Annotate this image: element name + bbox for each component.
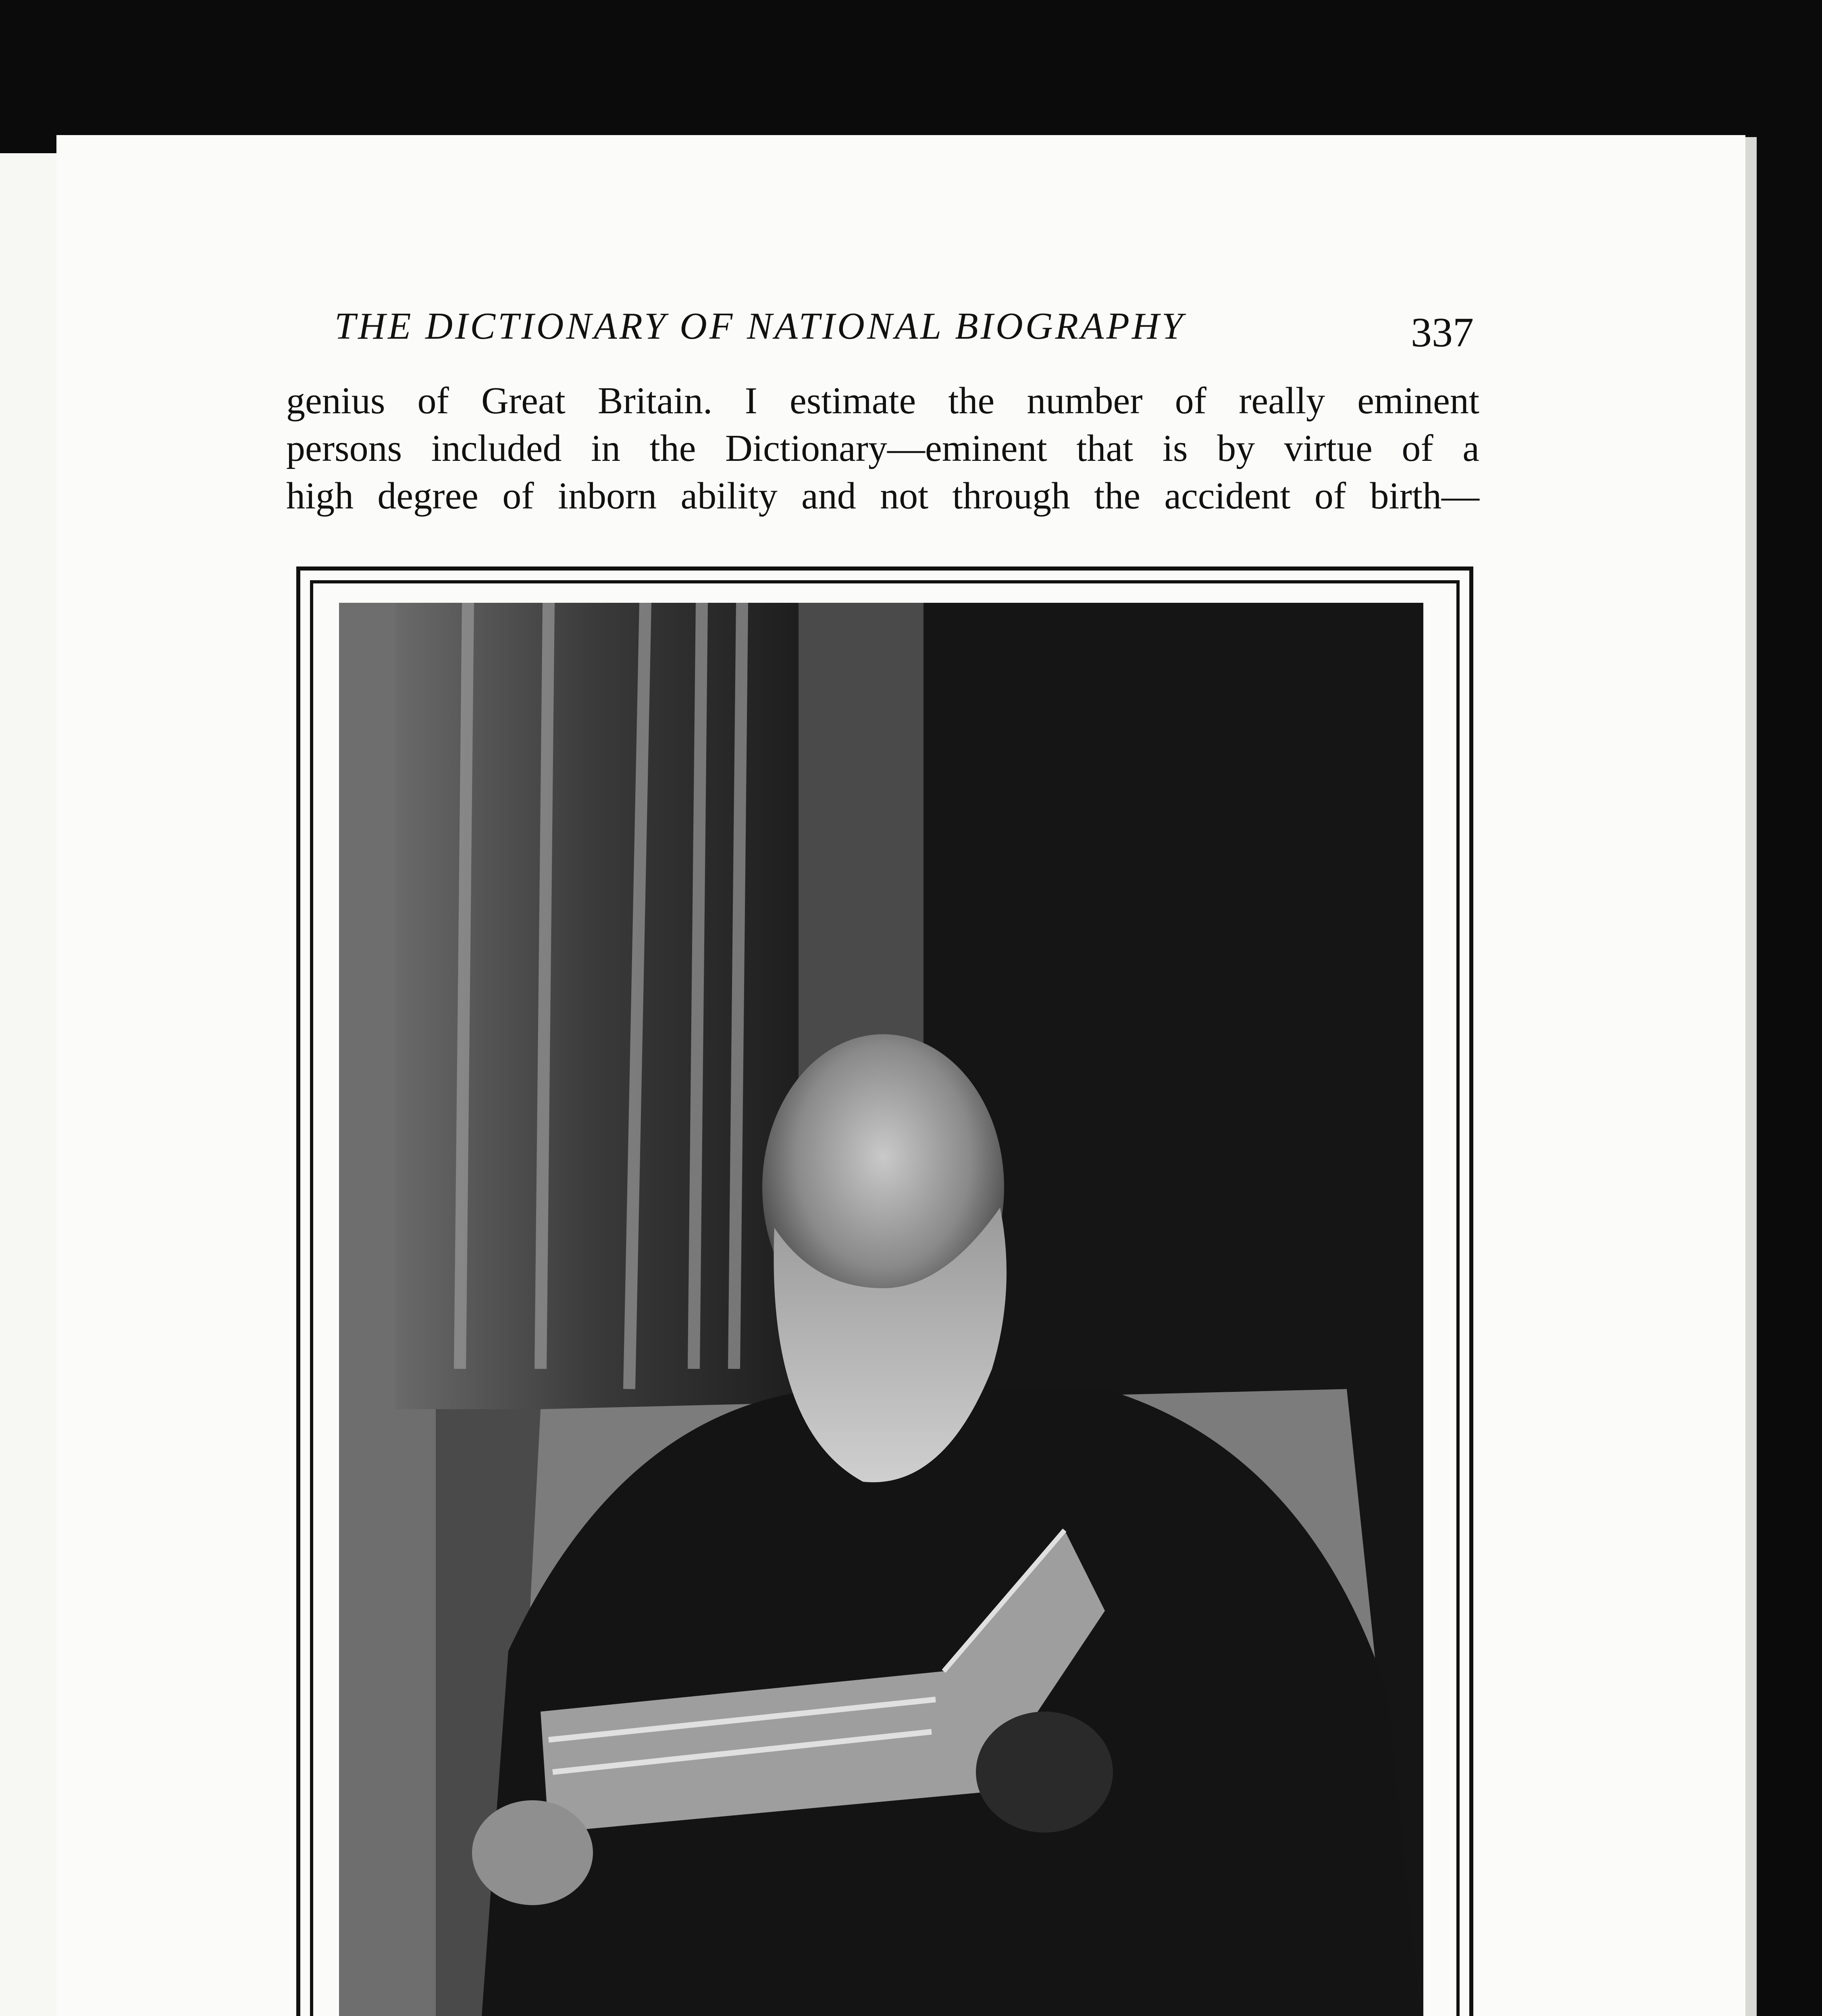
running-head: THE DICTIONARY OF NATIONAL BIOGRAPHY [335, 305, 1186, 347]
paragraph-line: persons included in the Dictionary—eminent that is by virtue of a [286, 427, 1479, 469]
paragraph-line: high degree of inborn ability and not through the accident of birth— [286, 475, 1479, 517]
top-paragraph [286, 377, 1479, 520]
page-number: 337 [1411, 309, 1474, 356]
photo-plate-frame [296, 566, 1473, 2016]
paragraph-line: genius of Great Britain. I estimate the number of really eminent [286, 380, 1479, 422]
portrait-photo [339, 603, 1423, 2016]
page-edge-shadow [1745, 137, 1757, 2016]
